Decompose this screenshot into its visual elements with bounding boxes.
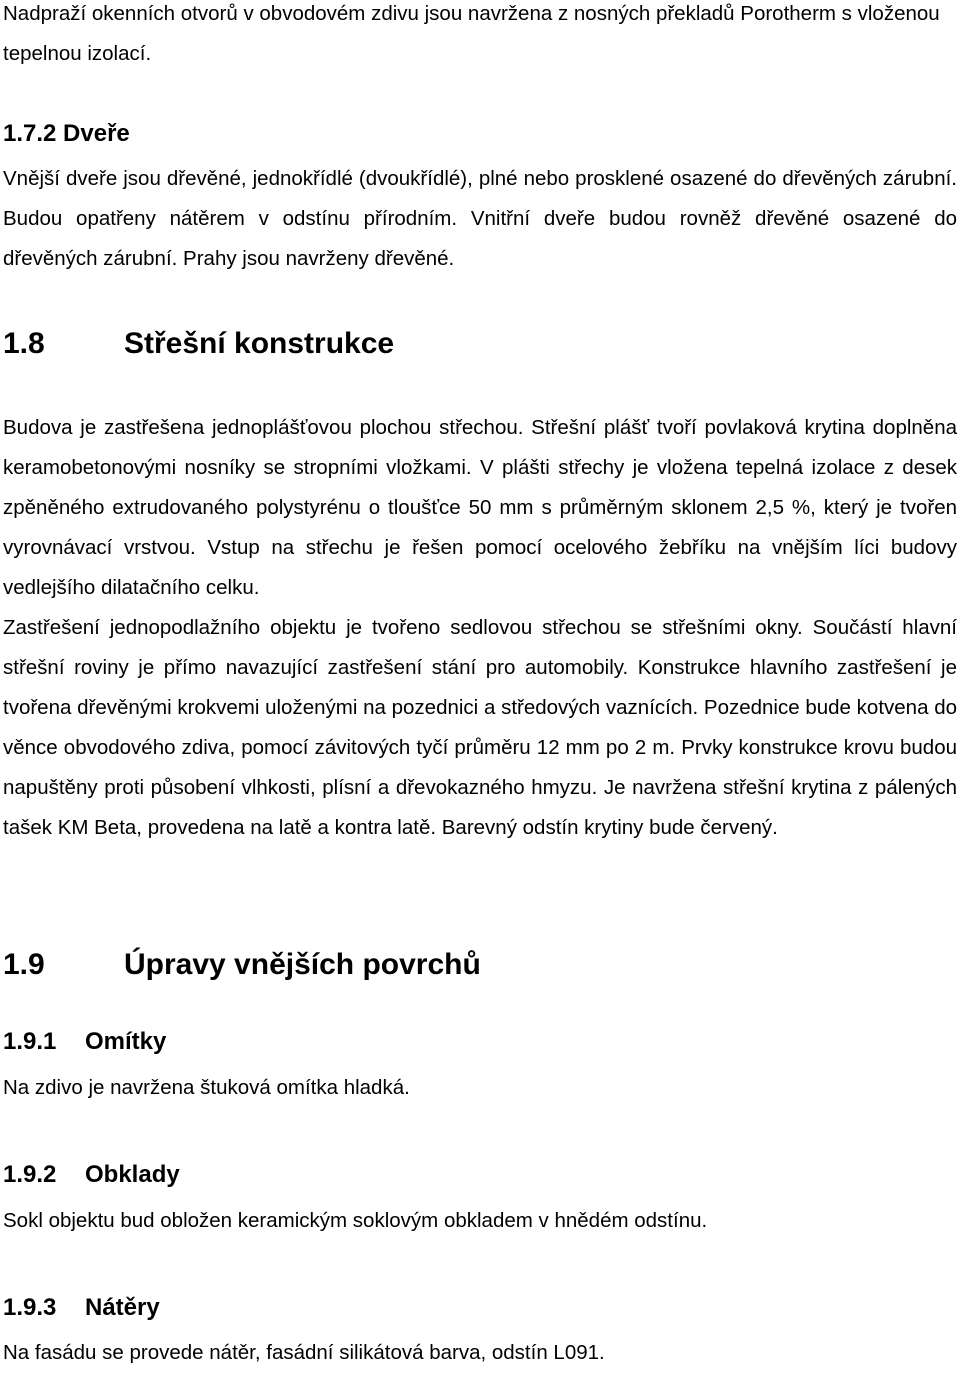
- section-heading-1-9: [3, 943, 957, 987]
- section-number: 1.9.1: [3, 1028, 57, 1055]
- section-number: 1.8: [3, 327, 45, 360]
- section-title: Obklady: [85, 1161, 180, 1188]
- section-text-1-7-2: Vnější dveře jsou dřevěné, jednokřídlé (dvoukřídlé), plné nebo prosklené osazené do dřevěných zárubní. Budou opatřeny nátěrem v odstínu přírodním. Vnitřní dveře budou rovněž dřevěné osazené do dřevěných zárubní. Prahy jsou navrženy dřevěné.: [3, 167, 957, 270]
- section-heading-1-8: [3, 322, 957, 366]
- section-number: 1.9: [3, 948, 45, 981]
- section-text-1-9-3: Na fasádu se provede nátěr, fasádní silikátová barva, odstín L091.: [3, 1341, 605, 1364]
- section-number: 1.9.2: [3, 1161, 57, 1188]
- section-heading-1-9-3: [3, 1292, 957, 1324]
- section-text-1-8-roof: Budova je zastřešena jednoplášťovou plochou střechou. Střešní plášť tvoří povlaková krytina doplněna keramobetonovými nosníky se stropními vložkami. V plášti střechy je vložena tepelná izolace z desek zpěněného extrudovaného polystyrénu o tloušťce 50 mm s průměrným sklonem 2,5 %, který je tvořen vyrovnávací vrstvou. Vstup na střechu je řešen pomocí ocelového žebříku na vnějším líci budovy vedlejšího dilatačního celku.: [3, 416, 957, 599]
- intro-paragraph: Nadpraží okenních otvorů v obvodovém zdivu jsou navržena z nosných překladů Porotherm s vloženou tepelnou izolací.: [3, 2, 940, 65]
- section-text-1-9-1: Na zdivo je navržena štuková omítka hladká.: [3, 1076, 410, 1099]
- section-heading-1-9-1: [3, 1026, 957, 1058]
- section-title: Střešní konstrukce: [124, 327, 395, 360]
- section-title: Nátěry: [85, 1294, 160, 1321]
- section-text-1-9-2: Sokl objektu bud obložen keramickým soklovým obkladem v hnědém odstínu.: [3, 1209, 708, 1232]
- section-number: 1.9.3: [3, 1294, 57, 1321]
- section-text-1-8-pitched: Zastřešení jednopodlažního objektu je tvořeno sedlovou střechou se střešními okny. Součástí hlavní střešní roviny je přímo navazující zastřešení stání pro automobily. Konstrukce hlavního zastřešení je tvořena dřevěnými krokvemi uloženými na pozednici a středových vaznících. Pozednice bude kotvena do věnce obvodového zdiva, pomocí závitových tyčí průměru 12 mm po 2 m. Prvky konstrukce krovu budou napuštěny proti působení vlhkosti, plísní a dřevokazného hmyzu. Je navržena střešní krytina z pálených tašek KM Beta, provedena na latě a kontra latě. Barevný odstín krytiny bude červený.: [3, 616, 957, 839]
- section-title: Úpravy vnějších povrchů: [124, 948, 481, 981]
- section-title: Omítky: [85, 1028, 167, 1055]
- section-heading-1-7-2: 1.7.2 Dveře: [3, 120, 130, 147]
- section-heading-1-9-2: [3, 1159, 957, 1191]
